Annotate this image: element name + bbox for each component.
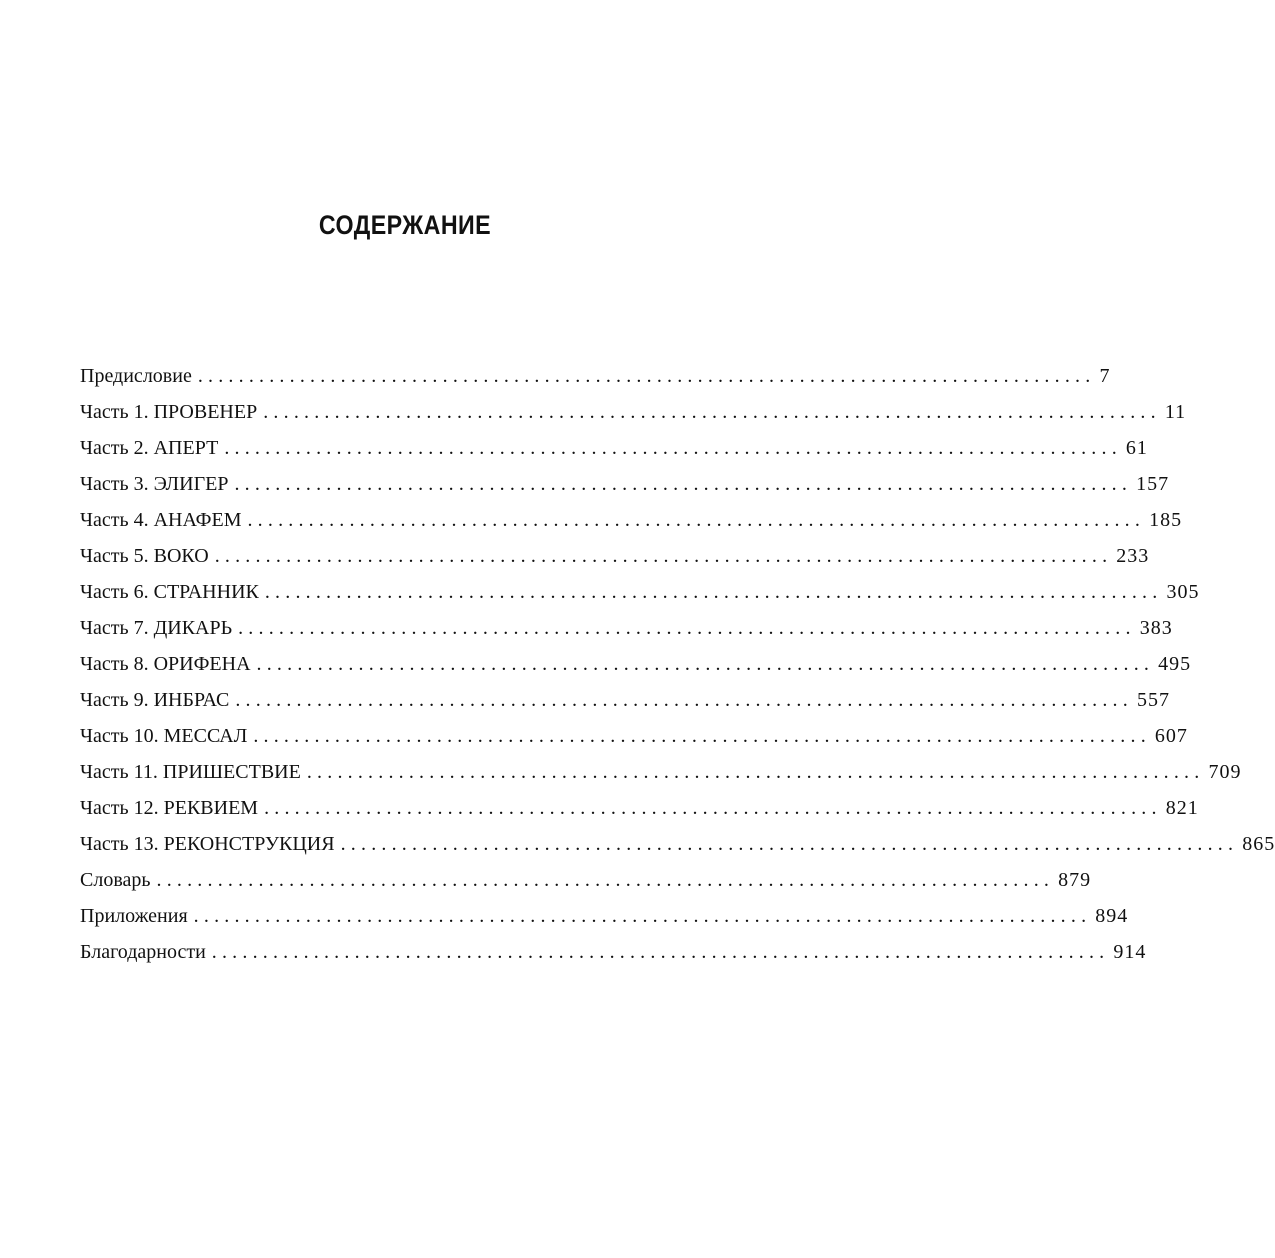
dot-leader: ........................................................................................ bbox=[235, 689, 1133, 711]
toc-entry-label: Часть 13. РЕКОНСТРУКЦИЯ bbox=[80, 833, 335, 855]
toc-entry-page-number: 11 bbox=[1164, 401, 1187, 423]
toc-entry-part-2[interactable] bbox=[80, 430, 1148, 466]
toc-entry-label: Часть 3. ЭЛИГЕР bbox=[80, 473, 229, 495]
dot-leader: ........................................................................................ bbox=[238, 617, 1136, 639]
toc-entry-page-number: 821 bbox=[1165, 797, 1199, 819]
page-title: СОДЕРЖАНИЕ bbox=[318, 210, 492, 240]
toc-entry-page-number: 607 bbox=[1154, 725, 1188, 747]
toc-entry-page-number: 233 bbox=[1116, 545, 1150, 567]
dot-leader: ........................................................................................ bbox=[256, 653, 1155, 675]
dot-leader: ........................................................................................ bbox=[193, 905, 1092, 927]
toc-entry-part-12[interactable] bbox=[80, 790, 1199, 826]
dot-leader: ........................................................................................ bbox=[234, 473, 1133, 495]
toc-entry-label: Часть 8. ОРИФЕНА bbox=[80, 653, 251, 675]
dot-leader: ........................................................................................ bbox=[156, 869, 1055, 891]
toc-entry-label: Предисловие bbox=[80, 365, 192, 387]
toc-entry-preface[interactable] bbox=[80, 358, 1111, 394]
toc-entry-label: Часть 10. МЕССАЛ bbox=[80, 725, 248, 747]
dot-leader: ........................................................................................ bbox=[214, 545, 1113, 567]
toc-entry-part-11[interactable] bbox=[80, 754, 1242, 790]
toc-entry-page-number: 879 bbox=[1058, 869, 1092, 891]
toc-entry-part-4[interactable] bbox=[80, 502, 1183, 538]
toc-entry-label: Благодарности bbox=[80, 941, 206, 963]
toc-entry-label: Часть 4. АНАФЕМ bbox=[80, 509, 242, 531]
toc-entry-appendices[interactable] bbox=[80, 898, 1129, 934]
toc-entry-label: Часть 5. ВОКО bbox=[80, 545, 209, 567]
dot-leader: ........................................................................................ bbox=[253, 725, 1151, 747]
toc-entry-part-8[interactable] bbox=[80, 646, 1192, 682]
dot-leader: ........................................................................................ bbox=[197, 365, 1096, 387]
toc-entry-page-number: 557 bbox=[1136, 689, 1170, 711]
toc-entry-part-9[interactable] bbox=[80, 682, 1170, 718]
toc-entry-page-number: 894 bbox=[1095, 905, 1129, 927]
toc-entry-part-13[interactable] bbox=[80, 826, 1275, 862]
toc-entry-label: Часть 9. ИНБРАС bbox=[80, 689, 230, 711]
toc-entry-page-number: 914 bbox=[1113, 941, 1147, 963]
toc-entry-part-5[interactable] bbox=[80, 538, 1150, 574]
toc-entry-part-3[interactable] bbox=[80, 466, 1170, 502]
dot-leader: ........................................................................................ bbox=[211, 941, 1110, 963]
toc-entry-page-number: 61 bbox=[1125, 437, 1148, 459]
dot-leader: ........................................................................................ bbox=[340, 833, 1239, 855]
toc-entry-label: Часть 2. АПЕРТ bbox=[80, 437, 219, 459]
table-of-contents bbox=[80, 358, 1275, 970]
toc-entry-part-7[interactable] bbox=[80, 610, 1173, 646]
dot-leader: ........................................................................................ bbox=[264, 581, 1163, 603]
dot-leader: ........................................................................................ bbox=[224, 437, 1122, 459]
toc-entry-part-1[interactable] bbox=[80, 394, 1187, 430]
toc-entry-page-number: 865 bbox=[1242, 833, 1275, 855]
toc-entry-label: Часть 11. ПРИШЕСТВИЕ bbox=[80, 761, 301, 783]
toc-entry-part-6[interactable] bbox=[80, 574, 1200, 610]
toc-entry-page-number: 383 bbox=[1139, 617, 1173, 639]
dot-leader: ........................................................................................ bbox=[247, 509, 1146, 531]
toc-entry-page-number: 185 bbox=[1149, 509, 1183, 531]
toc-entry-label: Словарь bbox=[80, 869, 151, 891]
toc-entry-glossary[interactable] bbox=[80, 862, 1092, 898]
toc-entry-label: Часть 6. СТРАННИК bbox=[80, 581, 259, 603]
toc-entry-page-number: 305 bbox=[1166, 581, 1200, 603]
toc-entry-page-number: 7 bbox=[1099, 365, 1111, 387]
toc-entry-page-number: 709 bbox=[1208, 761, 1242, 783]
toc-entry-acknowledgements[interactable] bbox=[80, 934, 1147, 970]
toc-entry-label: Приложения bbox=[80, 905, 188, 927]
toc-entry-part-10[interactable] bbox=[80, 718, 1188, 754]
toc-entry-label: Часть 1. ПРОВЕНЕР bbox=[80, 401, 258, 423]
toc-entry-page-number: 495 bbox=[1158, 653, 1192, 675]
toc-entry-label: Часть 12. РЕКВИЕМ bbox=[80, 797, 259, 819]
toc-entry-label: Часть 7. ДИКАРЬ bbox=[80, 617, 233, 639]
dot-leader: ........................................................................................ bbox=[306, 761, 1205, 783]
toc-entry-page-number: 157 bbox=[1136, 473, 1170, 495]
dot-leader: ........................................................................................ bbox=[263, 401, 1161, 423]
dot-leader: ........................................................................................ bbox=[264, 797, 1162, 819]
